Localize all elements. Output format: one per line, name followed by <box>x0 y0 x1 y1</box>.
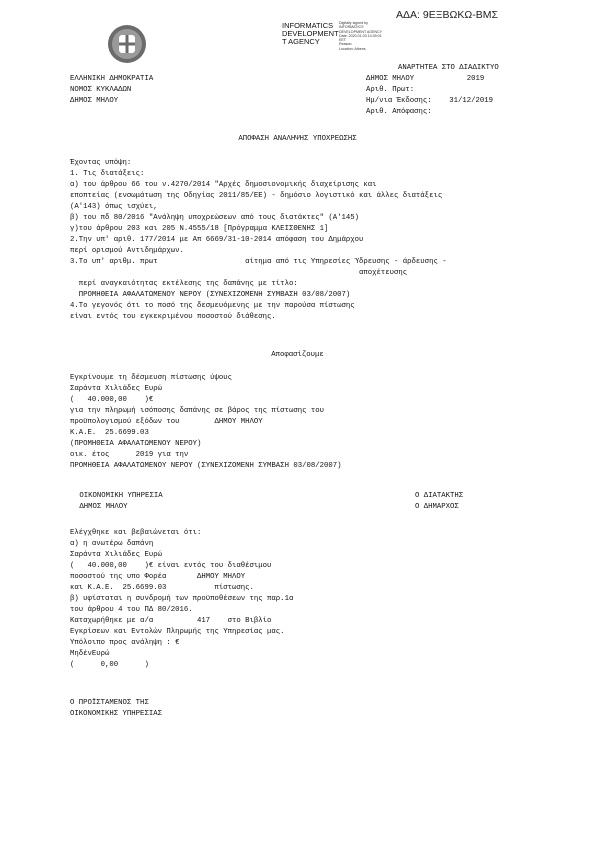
text-line: (Α'143) όπως ισχύει, <box>70 203 158 211</box>
greek-emblem-seal <box>107 24 147 64</box>
signer-left-line: ΔΗΜΟΣ ΜΗΛΟΥ <box>75 503 128 511</box>
text-line: β) υφίσταται η συνδρομή των προϋποθέσεων της παρ.1α <box>70 595 294 603</box>
text-line: ( 40.000,00 )€ είναι εντός του διαθέσιμου <box>70 562 272 570</box>
text-line: Εγκρίνουμε τη δέσμευση πίστωσης ύψους <box>70 374 233 382</box>
approval-block <box>70 373 342 472</box>
considerations-block <box>70 158 447 323</box>
text-line: ΠΡΟΜΗΘΕΙΑ ΑΦΑΛΑΤΩΜΕΝΟΥ ΝΕΡΟΥ (ΣΥΝΕΧΙΖΟΜΕΝΗ ΣΥΜΒΑΣΗ 03/08/2007) <box>70 462 342 470</box>
header-right-line: Ημ/νια Έκδοσης: 31/12/2019 <box>366 97 493 105</box>
signer-right-line: Ο ΔΙΑΤΑΚΤΗΣ <box>415 492 464 500</box>
header-left-line: ΔΗΜΟΣ ΜΗΛΟΥ <box>70 97 119 105</box>
text-line: 3.Το υπ' αριθμ. πρωτ αίτημα από τις Υπηρεσίες Ύδρευσης - άρδευσης - <box>70 258 447 266</box>
text-line: περί ορισμού Αντιδημάρχων. <box>70 247 184 255</box>
signer-left-line: ΟΙΚΟΝΟΜΙΚΗ ΥΠΗΡΕΣΙΑ <box>75 492 163 500</box>
digital-signature-details <box>339 21 382 51</box>
text-line: 1. Τις διατάξεις: <box>70 170 145 178</box>
text-line: ΜηδένΕυρώ <box>70 650 110 658</box>
signature-org-name: INFORMATICS DEVELOPMENT T AGENCY <box>282 21 339 46</box>
header-left-line: ΝΟΜΟΣ ΚΥΚΛΑΔΩΝ <box>70 86 132 94</box>
signers-right <box>415 491 463 513</box>
header-right-block <box>366 74 493 118</box>
header-right-line: Αριθ. Απόφασης: <box>366 108 432 116</box>
signers-left <box>75 491 163 513</box>
text-line: για την πληρωμή ισόποσης δαπάνης σε βάρος της πίστωσης του <box>70 407 324 415</box>
text-line: και Κ.Α.Ε. 25.6699.03 πίστωσης. <box>70 584 254 592</box>
text-line: περί αναγκαιότητας εκτέλεσης της δαπάνης με τίτλο: <box>70 280 298 288</box>
footer-signature <box>70 698 162 720</box>
decision-heading: Αποφασίζουμε <box>271 351 324 359</box>
text-line: Σαράντα Χιλιάδες Ευρώ <box>70 551 162 559</box>
text-line: του άρθρου 4 του ΠΔ 80/2016. <box>70 606 193 614</box>
text-line: Καταχωρήθηκε με α/α 417 στο Βιβλίο <box>70 617 272 625</box>
signature-detail-line: DEVELOPMENT AGENCY <box>339 29 383 34</box>
signature-detail-line: Location: Athens <box>339 46 366 51</box>
text-line: Υπόλοιπο προς ανάληψη : € <box>70 639 180 647</box>
text-line: αποχέτευσης <box>70 269 408 277</box>
text-line: 2.Την υπ' αριθ. 177/2014 με Απ 6669/31-10-2014 απόφαση του Δημάρχου <box>70 236 364 244</box>
text-line: προϋπολογισμού εξόδων του ΔΗΜΟΥ ΜΗΛΟΥ <box>70 418 263 426</box>
text-line: Κ.Α.Ε. 25.6699.03 <box>70 429 149 437</box>
footer-line: ΟΙΚΟΝΟΜΙΚΗΣ ΥΠΗΡΕΣΙΑΣ <box>70 710 162 718</box>
text-line: α) του άρθρου 66 του ν.4270/2014 "Αρχές δημοσιονομικής διαχείρισης και <box>70 181 377 189</box>
footer-line: Ο ΠΡΟΪΣΤΑΜΕΝΟΣ ΤΗΣ <box>70 699 149 707</box>
signature-detail-line: Date: 2020.01.03 14:39:01 <box>339 33 382 38</box>
text-line: Εγκρίσεων και Εντολών Πληρωμής της Υπηρεσίας μας. <box>70 628 285 636</box>
text-line: εποπτείας (ενσωμάτωση της Οδηγίας 2011/85/ΕΕ) - δημόσιο λογιστικό και άλλες διατάξεις <box>70 192 443 200</box>
header-right-line: Αριθ. Πρωτ: <box>366 86 415 94</box>
signature-detail-line: EET <box>339 38 346 43</box>
text-line: οικ. έτος 2019 για την <box>70 451 189 459</box>
document-title: ΑΠΟΦΑΣΗ ΑΝΑΛΗΨΗΣ ΥΠΟΧΡΕΩΣΗΣ <box>238 135 357 143</box>
text-line: Ελέγχθηκε και βεβαιώνεται ότι: <box>70 529 202 537</box>
posted-online-note: ΑΝΑΡΤΗΤΕΑ ΣΤΟ ΔΙΑΔΙΚΤΥΟ <box>398 64 499 72</box>
text-line: β) του πδ 80/2016 "Ανάληψη υποχρεώσεων από τους διατάκτες" (Α'145) <box>70 214 360 222</box>
text-line: α) η ανωτέρω δαπάνη <box>70 540 154 548</box>
text-line: (ΠΡΟΜΗΘΕΙΑ ΑΦΑΛΑΤΩΜΕΝΟΥ ΝΕΡΟΥ) <box>70 440 202 448</box>
text-line: 4.Το γεγονός ότι το ποσό της δεσμευόμενης με την παρούσα πίστωσης <box>70 302 355 310</box>
signature-detail-line: Digitally signed by <box>339 21 368 25</box>
text-line: Σαράντα Χιλιάδες Ευρώ <box>70 385 162 393</box>
text-line: ( 40.000,00 )€ <box>70 396 154 404</box>
ada-code: ΑΔΑ: 9ΕΞΒΩΚΩ-ΒΜΣ <box>396 9 498 21</box>
header-left-block <box>70 74 153 107</box>
signature-detail-line: INFORMATICS <box>339 25 364 30</box>
header-left-line: ΕΛΛΗΝΙΚΗ ΔΗΜΟΚΡΑΤΙΑ <box>70 75 154 83</box>
text-line: είναι εντός του εγκεκριμένου ποσοστού διάθεσης. <box>70 313 276 321</box>
text-line: γ)του άρθρου 203 και 205 Ν.4555/18 [Πρόγραμμα ΚΛΕΙΣΘΕΝΗΣ 1] <box>70 225 329 233</box>
text-line: ποσοστού της υπο Φορέα ΔΗΜΟΥ ΜΗΛΟΥ <box>70 573 246 581</box>
signature-detail-line: Reason: <box>339 42 353 47</box>
text-line: Έχοντας υπόψη: <box>70 159 132 167</box>
text-line: ( 0,00 ) <box>70 661 149 669</box>
header-right-line: ΔΗΜΟΣ ΜΗΛΟΥ 2019 <box>366 75 485 83</box>
verification-block <box>70 528 293 671</box>
signer-right-line: Ο ΔΗΜΑΡΧΟΣ <box>415 503 459 511</box>
text-line: ΠΡΟΜΗΘΕΙΑ ΑΦΑΛΑΤΩΜΕΝΟΥ ΝΕΡΟΥ (ΣΥΝΕΧΙΖΟΜΕΝΗ ΣΥΜΒΑΣΗ 03/08/2007) <box>70 291 351 299</box>
